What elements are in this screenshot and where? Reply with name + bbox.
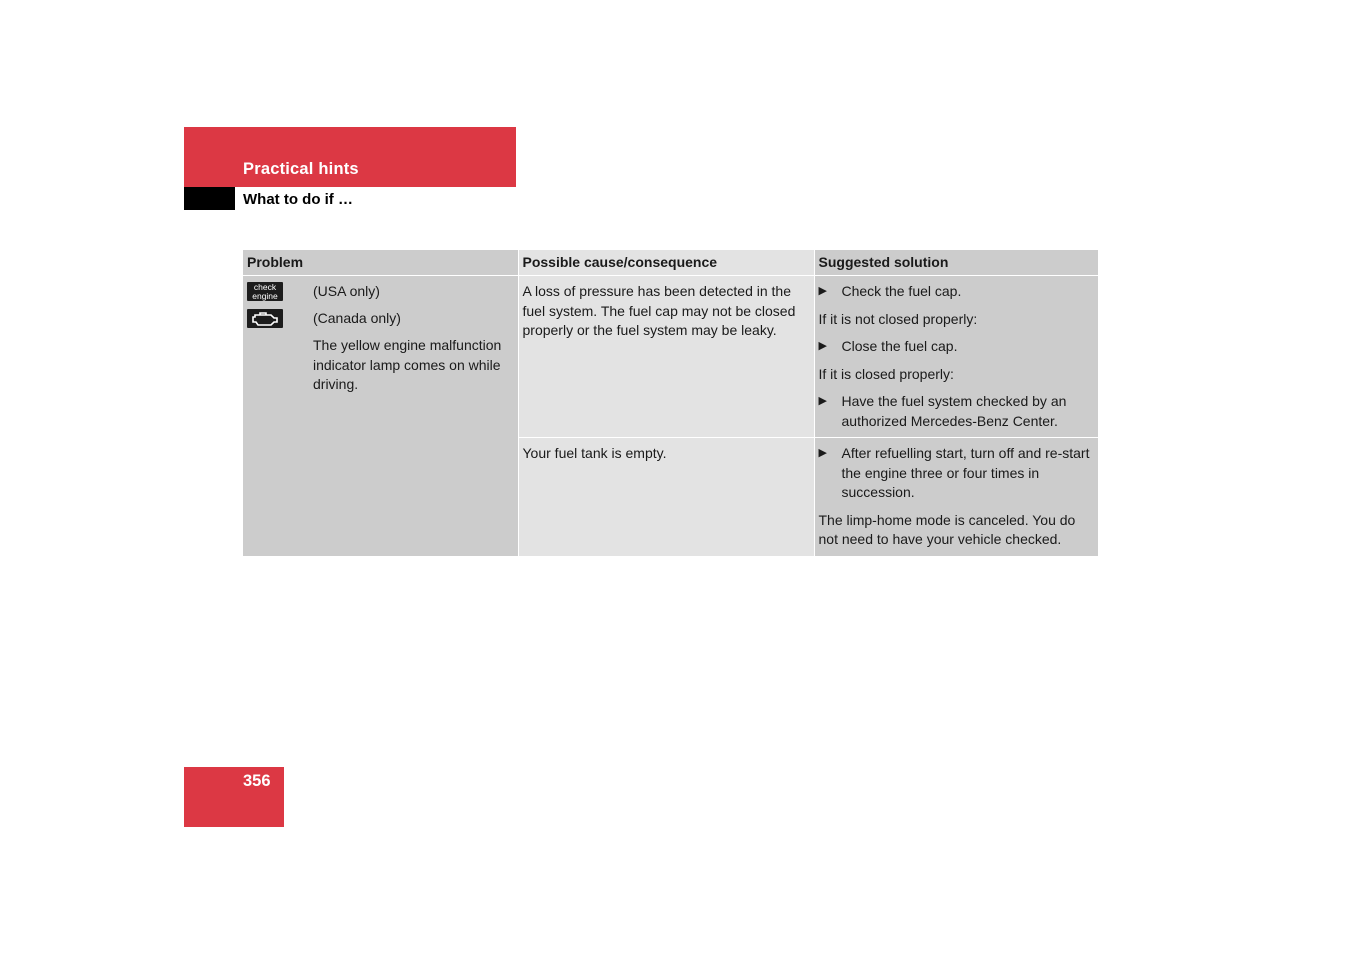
- column-header-problem: Problem: [243, 250, 518, 276]
- page-number: 356: [243, 772, 271, 790]
- table-row: [243, 276, 1098, 438]
- solution-condition: If it is not closed properly:: [818, 310, 978, 327]
- bullet-arrow-icon: ▶: [818, 395, 827, 407]
- solution-step-text: After refuelling start, turn off and re-start the engine three or four times in succession.: [841, 445, 1090, 500]
- solution-step-text: Check the fuel cap.: [841, 283, 962, 299]
- solution-cell: [814, 438, 1098, 556]
- subsection-title: What to do if …: [243, 191, 353, 208]
- troubleshooting-table: [243, 250, 1098, 556]
- solution-note: The limp-home mode is canceled. You do not need to have your vehicle checked.: [818, 511, 1076, 547]
- bullet-arrow-icon: ▶: [818, 285, 827, 297]
- cause-cell: A loss of pressure has been detected in the fuel system. The fuel cap may not be closed properly or the fuel system may be leaky.: [518, 276, 814, 438]
- cause-cell: Your fuel tank is empty.: [518, 438, 814, 556]
- solution-step: [819, 392, 1095, 431]
- solution-condition: If it is closed properly:: [818, 365, 954, 382]
- table-header-row: [243, 250, 1098, 276]
- check-engine-icon-text-1: check: [253, 282, 277, 292]
- canada-indicator-line: [247, 309, 514, 329]
- column-header-solution: Suggested solution: [814, 250, 1098, 276]
- solution-step: [819, 444, 1095, 503]
- check-engine-icon: [247, 282, 283, 301]
- bullet-arrow-icon: ▶: [818, 447, 827, 459]
- section-title: Practical hints: [243, 160, 359, 178]
- solution-step: [819, 337, 1095, 357]
- problem-cell: [243, 276, 518, 556]
- usa-indicator-line: [247, 282, 514, 302]
- solution-step: [819, 282, 1095, 302]
- engine-malfunction-icon: [247, 309, 283, 328]
- column-header-cause: Possible cause/consequence: [518, 250, 814, 276]
- problem-description: The yellow engine malfunction indicator lamp comes on while driving.: [313, 337, 502, 392]
- bullet-arrow-icon: ▶: [818, 340, 827, 352]
- subsection-marker: [184, 187, 235, 210]
- solution-step-text: Close the fuel cap.: [841, 338, 958, 354]
- check-engine-icon-text-2: engine: [252, 290, 278, 301]
- canada-only-label: (Canada only): [313, 310, 401, 326]
- usa-only-label: (USA only): [313, 283, 380, 299]
- solution-step-text: Have the fuel system checked by an authorized Mercedes-Benz Center.: [841, 393, 1067, 429]
- solution-cell: [814, 276, 1098, 438]
